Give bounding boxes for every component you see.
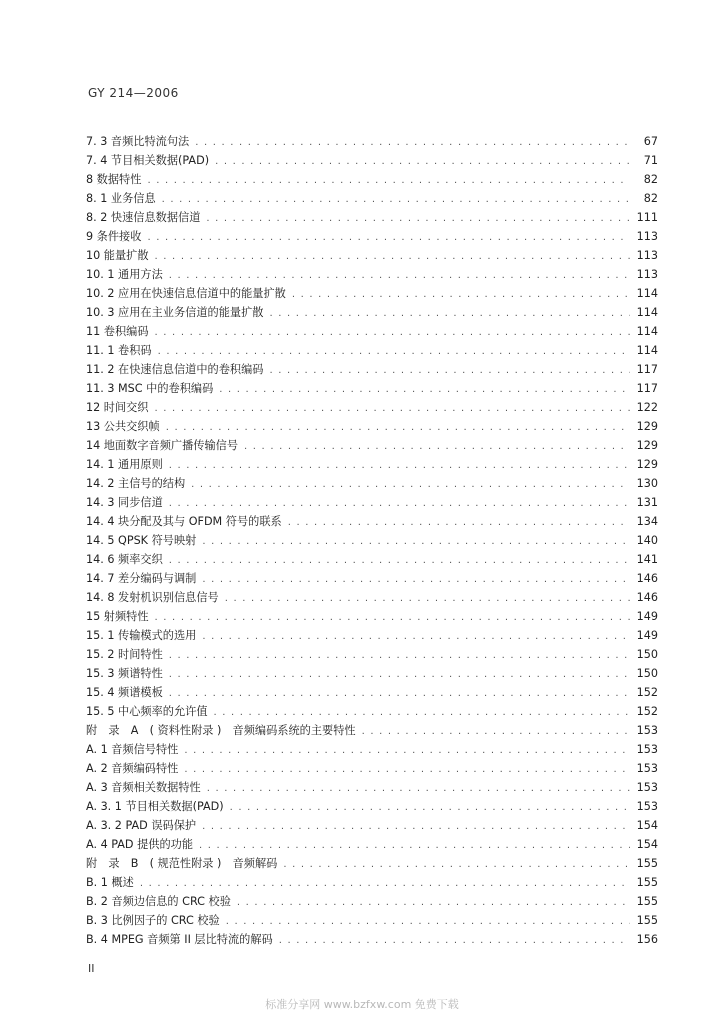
toc-entry-title: A. 3 音频相关数据特性	[86, 781, 201, 794]
toc-dot-leader	[195, 133, 630, 152]
toc-dot-leader	[288, 513, 630, 532]
toc-entry[interactable]	[86, 341, 658, 360]
toc-dot-leader	[155, 323, 630, 342]
toc-entry-title: 14. 6 频率交织	[86, 553, 163, 566]
toc-entry-page: 114	[636, 325, 658, 338]
toc-entry-page: 153	[636, 743, 658, 756]
page-number: II	[88, 962, 95, 975]
toc-dot-leader	[202, 817, 630, 836]
toc-dot-leader	[155, 247, 630, 266]
toc-entry[interactable]	[86, 759, 658, 778]
toc-entry-page: 154	[636, 838, 658, 851]
toc-dot-leader	[199, 836, 630, 855]
toc-dot-leader	[184, 760, 630, 779]
toc-entry[interactable]	[86, 246, 658, 265]
watermark: 标准分享网 www.bzfxw.com 免费下载	[265, 998, 459, 1011]
document-header	[88, 86, 179, 100]
toc-entry-title: 15. 1 传输模式的选用	[86, 629, 197, 642]
toc-entry-title: 7. 4 节目相关数据(PAD)	[86, 154, 210, 167]
toc-entry-page: 141	[636, 553, 658, 566]
toc-entry-page: 155	[636, 857, 658, 870]
toc-entry-page: 156	[636, 933, 658, 946]
toc-entry-page: 122	[636, 401, 658, 414]
toc-entry-title: 9 条件接收	[86, 230, 142, 243]
toc-dot-leader	[169, 266, 630, 285]
toc-entry[interactable]	[86, 626, 658, 645]
toc-entry[interactable]	[86, 797, 658, 816]
toc-dot-leader	[237, 893, 630, 912]
toc-dot-leader	[225, 589, 630, 608]
toc-entry-page: 129	[636, 439, 658, 452]
toc-entry[interactable]	[86, 740, 658, 759]
toc-entry-title: 14. 3 同步信道	[86, 496, 163, 509]
toc-dot-leader	[169, 494, 630, 513]
toc-entry-page: 155	[636, 876, 658, 889]
toc-entry[interactable]	[86, 512, 658, 531]
toc-entry-title: 15. 3 频谱特性	[86, 667, 163, 680]
toc-entry-title: 14 地面数字音频广播传输信号	[86, 439, 239, 452]
toc-entry-page: 113	[636, 249, 658, 262]
toc-entry[interactable]	[86, 208, 658, 227]
toc-entry-title: A. 3. 2 PAD 误码保护	[86, 819, 197, 832]
toc-entry[interactable]	[86, 569, 658, 588]
toc-entry-page: 155	[636, 895, 658, 908]
toc-entry-title: 14. 2 主信号的结构	[86, 477, 186, 490]
toc-dot-leader	[206, 209, 630, 228]
toc-dot-leader	[191, 475, 630, 494]
toc-entry[interactable]	[86, 436, 658, 455]
toc-entry[interactable]	[86, 531, 658, 550]
toc-dot-leader	[166, 418, 630, 437]
toc-entry-title: 15. 4 频谱模板	[86, 686, 163, 699]
toc-entry-title: A. 4 PAD 提供的功能	[86, 838, 194, 851]
toc-entry-title: 14. 1 通用原则	[86, 458, 163, 471]
toc-entry[interactable]	[86, 778, 658, 797]
toc-entry-page: 149	[636, 610, 658, 623]
toc-entry[interactable]	[86, 854, 658, 873]
toc-entry[interactable]	[86, 892, 658, 911]
toc-dot-leader	[169, 551, 630, 570]
toc-entry-title: B. 3 比例因子的 CRC 校验	[86, 914, 220, 927]
toc-entry-title: 11. 3 MSC 中的卷积编码	[86, 382, 214, 395]
toc-dot-leader	[155, 399, 630, 418]
toc-entry-title: 10. 1 通用方法	[86, 268, 163, 281]
toc-entry[interactable]	[86, 683, 658, 702]
toc-entry-page: 153	[636, 781, 658, 794]
toc-dot-leader	[207, 779, 630, 798]
toc-entry-page: 82	[643, 192, 658, 205]
toc-entry-page: 114	[636, 306, 658, 319]
toc-entry-page: 114	[636, 344, 658, 357]
toc-dot-leader	[140, 874, 630, 893]
toc-dot-leader	[202, 570, 630, 589]
toc-entry-page: 154	[636, 819, 658, 832]
toc-entry-page: 140	[636, 534, 658, 547]
toc-entry-title: 7. 3 音频比特流句法	[86, 135, 190, 148]
toc-entry-title: 10 能量扩散	[86, 249, 149, 262]
toc-entry[interactable]	[86, 550, 658, 569]
toc-entry-title: 附 录 B ( 规范性附录 ) 音频解码	[86, 857, 278, 870]
toc-entry-page: 146	[636, 572, 658, 585]
toc-entry[interactable]	[86, 284, 658, 303]
toc-entry[interactable]	[86, 930, 658, 949]
toc-entry-title: 8. 1 业务信息	[86, 192, 156, 205]
toc-entry-title: 15. 5 中心频率的允许值	[86, 705, 208, 718]
toc-entry-page: 134	[636, 515, 658, 528]
toc-entry-page: 114	[636, 287, 658, 300]
toc-entry-title: 8. 2 快速信息数据信道	[86, 211, 201, 224]
toc-dot-leader	[147, 171, 630, 190]
toc-dot-leader	[169, 684, 630, 703]
toc-dot-leader	[292, 285, 630, 304]
toc-entry[interactable]	[86, 816, 658, 835]
toc-dot-leader	[279, 931, 630, 950]
toc-entry[interactable]	[86, 588, 658, 607]
toc-entry-title: B. 1 概述	[86, 876, 134, 889]
toc-entry-page: 113	[636, 268, 658, 281]
toc-entry[interactable]	[86, 417, 658, 436]
toc-entry-title: 15 射频特性	[86, 610, 149, 623]
table-of-contents	[86, 132, 658, 949]
toc-entry-page: 71	[643, 154, 658, 167]
toc-entry-title: 14. 8 发射机识别信息信号	[86, 591, 219, 604]
toc-entry-page: 82	[643, 173, 658, 186]
toc-entry[interactable]	[86, 303, 658, 322]
toc-entry-page: 67	[643, 135, 658, 148]
toc-entry[interactable]	[86, 455, 658, 474]
toc-entry[interactable]	[86, 702, 658, 721]
toc-entry-page: 155	[636, 914, 658, 927]
toc-entry-page: 129	[636, 420, 658, 433]
toc-entry[interactable]	[86, 873, 658, 892]
toc-entry-title: 14. 4 块分配及其与 OFDM 符号的联系	[86, 515, 282, 528]
toc-entry-title: 11 卷积编码	[86, 325, 149, 338]
toc-entry[interactable]	[86, 474, 658, 493]
toc-dot-leader	[169, 665, 630, 684]
toc-entry[interactable]	[86, 189, 658, 208]
toc-entry-page: 111	[636, 211, 658, 224]
toc-entry[interactable]	[86, 227, 658, 246]
toc-entry[interactable]	[86, 664, 658, 683]
toc-entry-title: A. 3. 1 节目相关数据(PAD)	[86, 800, 224, 813]
toc-dot-leader	[226, 912, 630, 931]
toc-entry-page: 152	[636, 686, 658, 699]
toc-entry[interactable]	[86, 360, 658, 379]
toc-entry[interactable]	[86, 398, 658, 417]
toc-dot-leader	[269, 361, 630, 380]
toc-entry-title: A. 2 音频编码特性	[86, 762, 179, 775]
toc-dot-leader	[147, 228, 630, 247]
toc-dot-leader	[214, 703, 630, 722]
toc-entry-title: 11. 2 在快速信息信道中的卷积编码	[86, 363, 264, 376]
toc-entry-page: 131	[636, 496, 658, 509]
toc-entry-title: 13 公共交织帧	[86, 420, 160, 433]
document-id: GY 214—2006	[88, 86, 179, 100]
toc-entry-title: 10. 3 应用在主业务信道的能量扩散	[86, 306, 264, 319]
toc-entry[interactable]	[86, 911, 658, 930]
toc-dot-leader	[169, 646, 630, 665]
toc-entry-title: 附 录 A ( 资料性附录 ) 音频编码系统的主要特性	[86, 724, 356, 737]
toc-entry-page: 117	[636, 363, 658, 376]
toc-dot-leader	[269, 304, 630, 323]
toc-entry-title: 15. 2 时间特性	[86, 648, 163, 661]
toc-dot-leader	[202, 532, 630, 551]
toc-entry[interactable]	[86, 721, 658, 740]
toc-entry-page: 153	[636, 762, 658, 775]
toc-entry-page: 149	[636, 629, 658, 642]
toc-entry[interactable]	[86, 607, 658, 626]
toc-entry-page: 129	[636, 458, 658, 471]
toc-entry-page: 113	[636, 230, 658, 243]
toc-entry[interactable]	[86, 493, 658, 512]
toc-entry[interactable]	[86, 835, 658, 854]
toc-entry-page: 152	[636, 705, 658, 718]
toc-dot-leader	[184, 741, 630, 760]
toc-dot-leader	[162, 190, 630, 209]
toc-entry-title: 14. 7 差分编码与调制	[86, 572, 197, 585]
toc-entry-title: 12 时间交织	[86, 401, 149, 414]
toc-dot-leader	[202, 627, 630, 646]
toc-dot-leader	[219, 380, 630, 399]
toc-dot-leader	[230, 798, 630, 817]
toc-dot-leader	[244, 437, 630, 456]
toc-dot-leader	[169, 456, 630, 475]
toc-entry-title: 10. 2 应用在快速信息信道中的能量扩散	[86, 287, 286, 300]
toc-dot-leader	[215, 152, 630, 171]
toc-entry[interactable]	[86, 265, 658, 284]
toc-dot-leader	[283, 855, 630, 874]
toc-entry-page: 153	[636, 800, 658, 813]
toc-entry-title: 11. 1 卷积码	[86, 344, 152, 357]
toc-entry[interactable]	[86, 151, 658, 170]
toc-entry[interactable]	[86, 379, 658, 398]
toc-entry-title: 8 数据特性	[86, 173, 142, 186]
toc-entry-title: 14. 5 QPSK 符号映射	[86, 534, 197, 547]
toc-entry-page: 117	[636, 382, 658, 395]
toc-entry-page: 130	[636, 477, 658, 490]
toc-entry[interactable]	[86, 132, 658, 151]
toc-dot-leader	[362, 722, 630, 741]
toc-entry-page: 146	[636, 591, 658, 604]
toc-entry[interactable]	[86, 645, 658, 664]
toc-entry-title: A. 1 音频信号特性	[86, 743, 179, 756]
toc-dot-leader	[158, 342, 630, 361]
toc-dot-leader	[155, 608, 630, 627]
toc-entry[interactable]	[86, 170, 658, 189]
toc-entry-page: 153	[636, 724, 658, 737]
toc-entry[interactable]	[86, 322, 658, 341]
toc-entry-page: 150	[636, 667, 658, 680]
toc-entry-title: B. 2 音频边信息的 CRC 校验	[86, 895, 231, 908]
toc-entry-title: B. 4 MPEG 音频第 II 层比特流的解码	[86, 933, 273, 946]
toc-entry-page: 150	[636, 648, 658, 661]
